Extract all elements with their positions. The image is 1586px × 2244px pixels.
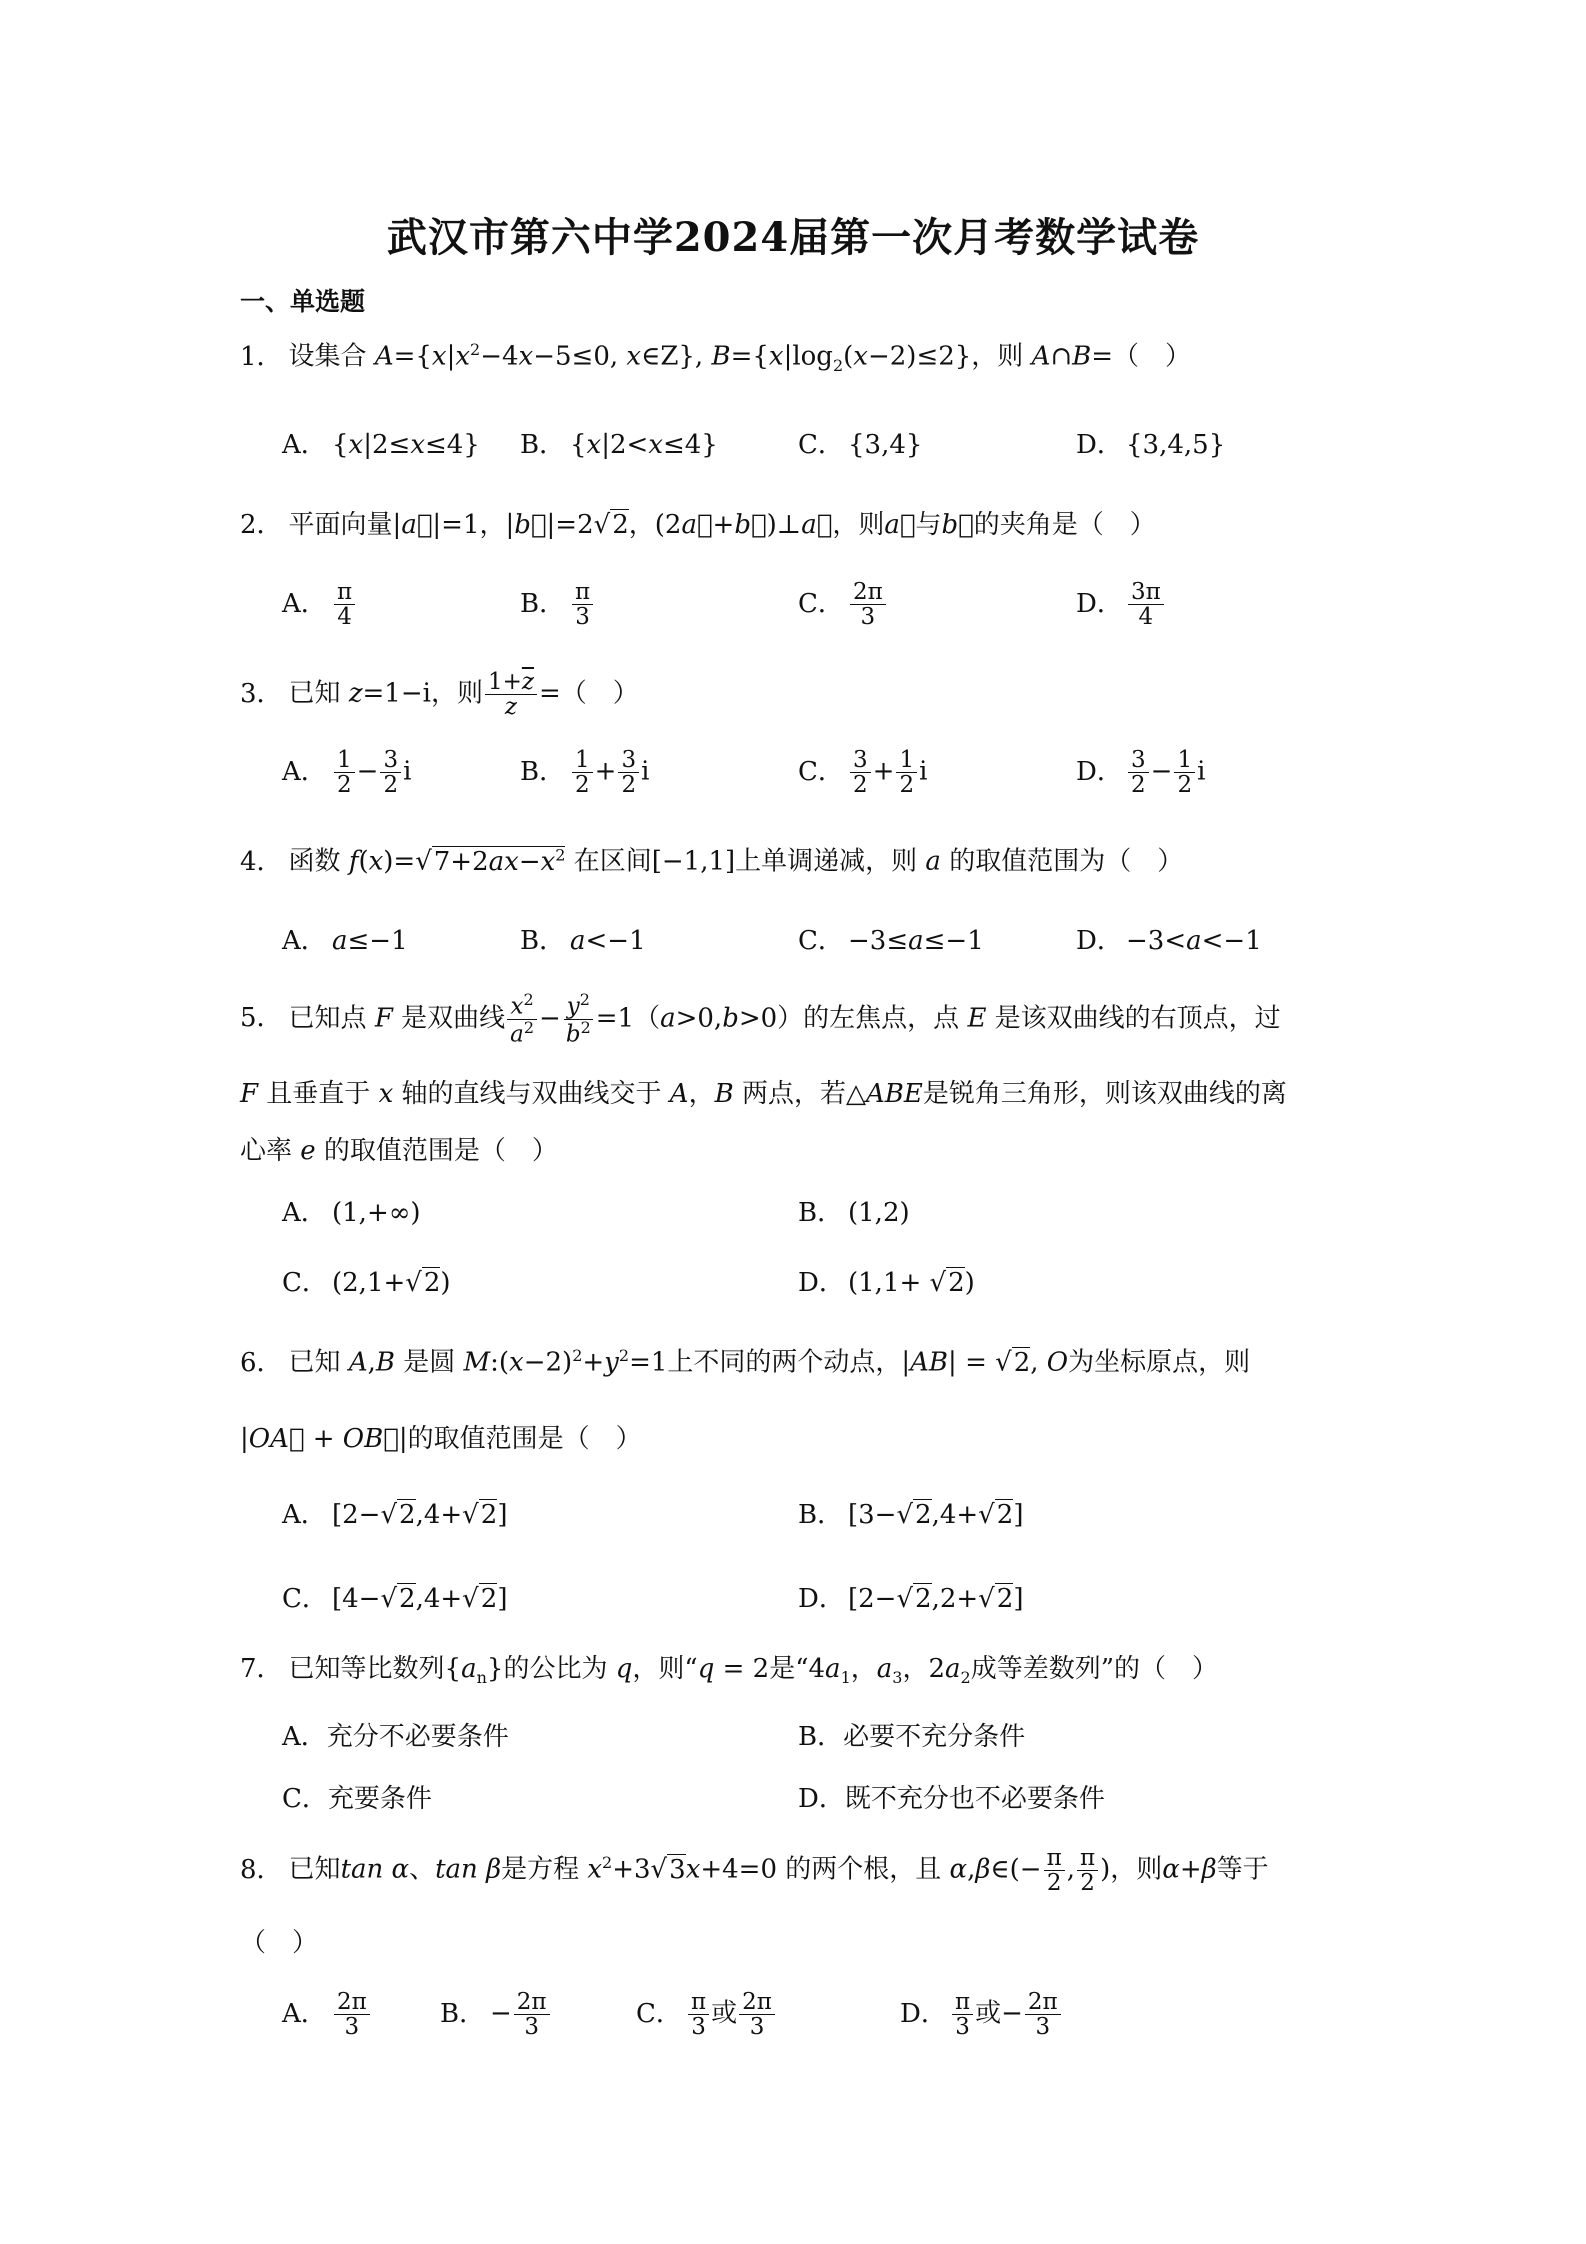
question-7-option-c: C．充要条件 bbox=[282, 1784, 432, 1814]
question-2-option-c: C． $\frac{2\pi}{3}$ bbox=[798, 580, 888, 629]
question-5-stem-line-2: F 且垂直于 x 轴的直线与双曲线交于 A，B 两点，若△ABE是锐角三角形，则该双曲线的离 bbox=[240, 1079, 1287, 1109]
question-6-option-a: A． [2−√2,4+√2] bbox=[282, 1500, 508, 1530]
question-2-option-d: D． $\frac{3\pi}{4}$ bbox=[1076, 580, 1166, 629]
question-3-option-d: D． $\frac{3}{2}$ − $\frac{1}{2}$ i bbox=[1076, 747, 1206, 799]
question-7-option-a: A．充分不必要条件 bbox=[282, 1722, 509, 1752]
question-4-option-d: D． −3<a<−1 bbox=[1076, 926, 1262, 956]
question-4-option-a: A． a≤−1 bbox=[282, 926, 408, 956]
question-3-stem: 3． 已知 z=1−i，则 $\frac{1+\overline{z}}{z}$ =（ ） bbox=[240, 669, 639, 721]
question-6-option-d: D． [2−√2,2+√2] bbox=[798, 1584, 1024, 1614]
question-6-stem-line-2: |OA⃗ + OB⃗|的取值范围是（ ） bbox=[240, 1424, 642, 1454]
question-6-stem-line-1: 6． 已知 A,B 是圆 $M:(x-2)^2+y^2=1$上不同的两个动点，|AB| = √2, O为坐标原点，则 bbox=[240, 1346, 1251, 1378]
question-2-option-a: A． $\frac{\pi}{4}$ bbox=[282, 580, 357, 629]
question-5-option-c: C． (2,1+√2) bbox=[282, 1268, 451, 1298]
question-1-option-d: D． {3,4,5} bbox=[1076, 430, 1226, 460]
question-3-option-b: B． $\frac{1}{2}$ + $\frac{3}{2}$ i bbox=[520, 747, 650, 799]
question-4-option-b: B． a<−1 bbox=[520, 926, 646, 956]
question-1-stem: 1． 设集合 $A=\{x|x^2-4x-5\le 0$, x∈Z}, $B=\{x|\log_2(x-2)\le 2\}$，则 A∩B=（ ） bbox=[240, 340, 1192, 375]
question-1-option-b: B． {x|2<x≤4} bbox=[520, 430, 718, 460]
question-5-option-d: D． (1,1+ √2) bbox=[798, 1268, 975, 1298]
question-7-stem: 7． 已知等比数列$\{a_n\}$的公比为 q，则“q = 2是“$4a_1$，$a_3$，$2a_2$成等差数列”的（ ） bbox=[240, 1654, 1219, 1688]
question-8-option-a: A． $\frac{2\pi}{3}$ bbox=[282, 1990, 372, 2039]
question-8-option-b: B． − $\frac{2\pi}{3}$ bbox=[440, 1990, 552, 2039]
question-4-option-c: C． −3≤a≤−1 bbox=[798, 926, 984, 956]
question-8-stem-line-1: 8． 已知tan α、tan β是方程 $x^2+3√3x+4=0$ 的两个根，且 α,β∈(− $\frac{\pi}{2}$ , $\frac{\pi}{2}$ )，则α+β等于 bbox=[240, 1845, 1269, 1897]
question-8-option-d: D． $\frac{\pi}{3}$ 或− $\frac{2\pi}{3}$ bbox=[900, 1990, 1063, 2039]
question-6-option-c: C． [4−√2,4+√2] bbox=[282, 1584, 508, 1614]
question-5-option-b: B． (1,2) bbox=[798, 1198, 910, 1228]
question-4-stem: 4． 函数 $f(x)=√7+2ax-x^2$ 在区间[−1,1]上单调递减，则 a 的取值范围为（ ） bbox=[240, 845, 1184, 877]
question-3-option-c: C． $\frac{3}{2}$ + $\frac{1}{2}$ i bbox=[798, 747, 928, 799]
question-3-option-a: A． $\frac{1}{2}$ − $\frac{3}{2}$ i bbox=[282, 747, 412, 799]
question-2-stem: 2． 平面向量|a⃗|=1，|b⃗|=2√2，(2a⃗+b⃗)⊥a⃗，则a⃗与b⃗的夹角是（ ） bbox=[240, 510, 1156, 540]
section-heading: 一、单选题 bbox=[240, 287, 366, 316]
question-7-option-d: D．既不充分也不必要条件 bbox=[798, 1784, 1105, 1814]
question-1-option-c: C． {3,4} bbox=[798, 430, 923, 460]
question-5-option-a: A． (1,+∞) bbox=[282, 1198, 421, 1228]
question-5-stem-line-1: 5． 已知点 F 是双曲线 $\frac{x^2}{a^2}$ − $\frac{y^2}{b^2}$ =1（a>0,b>0）的左焦点，点 E 是该双曲线的右顶点，过 bbox=[240, 990, 1281, 1048]
question-1-option-a: A． {x|2≤x≤4} bbox=[282, 430, 480, 460]
question-7-option-b: B．必要不充分条件 bbox=[798, 1722, 1026, 1752]
question-5-stem-line-3: 心率 e 的取值范围是（ ） bbox=[240, 1136, 558, 1166]
question-2-option-b: B． $\frac{\pi}{3}$ bbox=[520, 580, 595, 629]
question-6-option-b: B． [3−√2,4+√2] bbox=[798, 1500, 1024, 1530]
question-8-stem-line-2: （ ） bbox=[240, 1928, 319, 1958]
exam-title: 武汉市第六中学2024届第一次月考数学试卷 bbox=[386, 214, 1200, 261]
question-8-option-c: C． $\frac{\pi}{3}$ 或 $\frac{2\pi}{3}$ bbox=[636, 1990, 777, 2039]
